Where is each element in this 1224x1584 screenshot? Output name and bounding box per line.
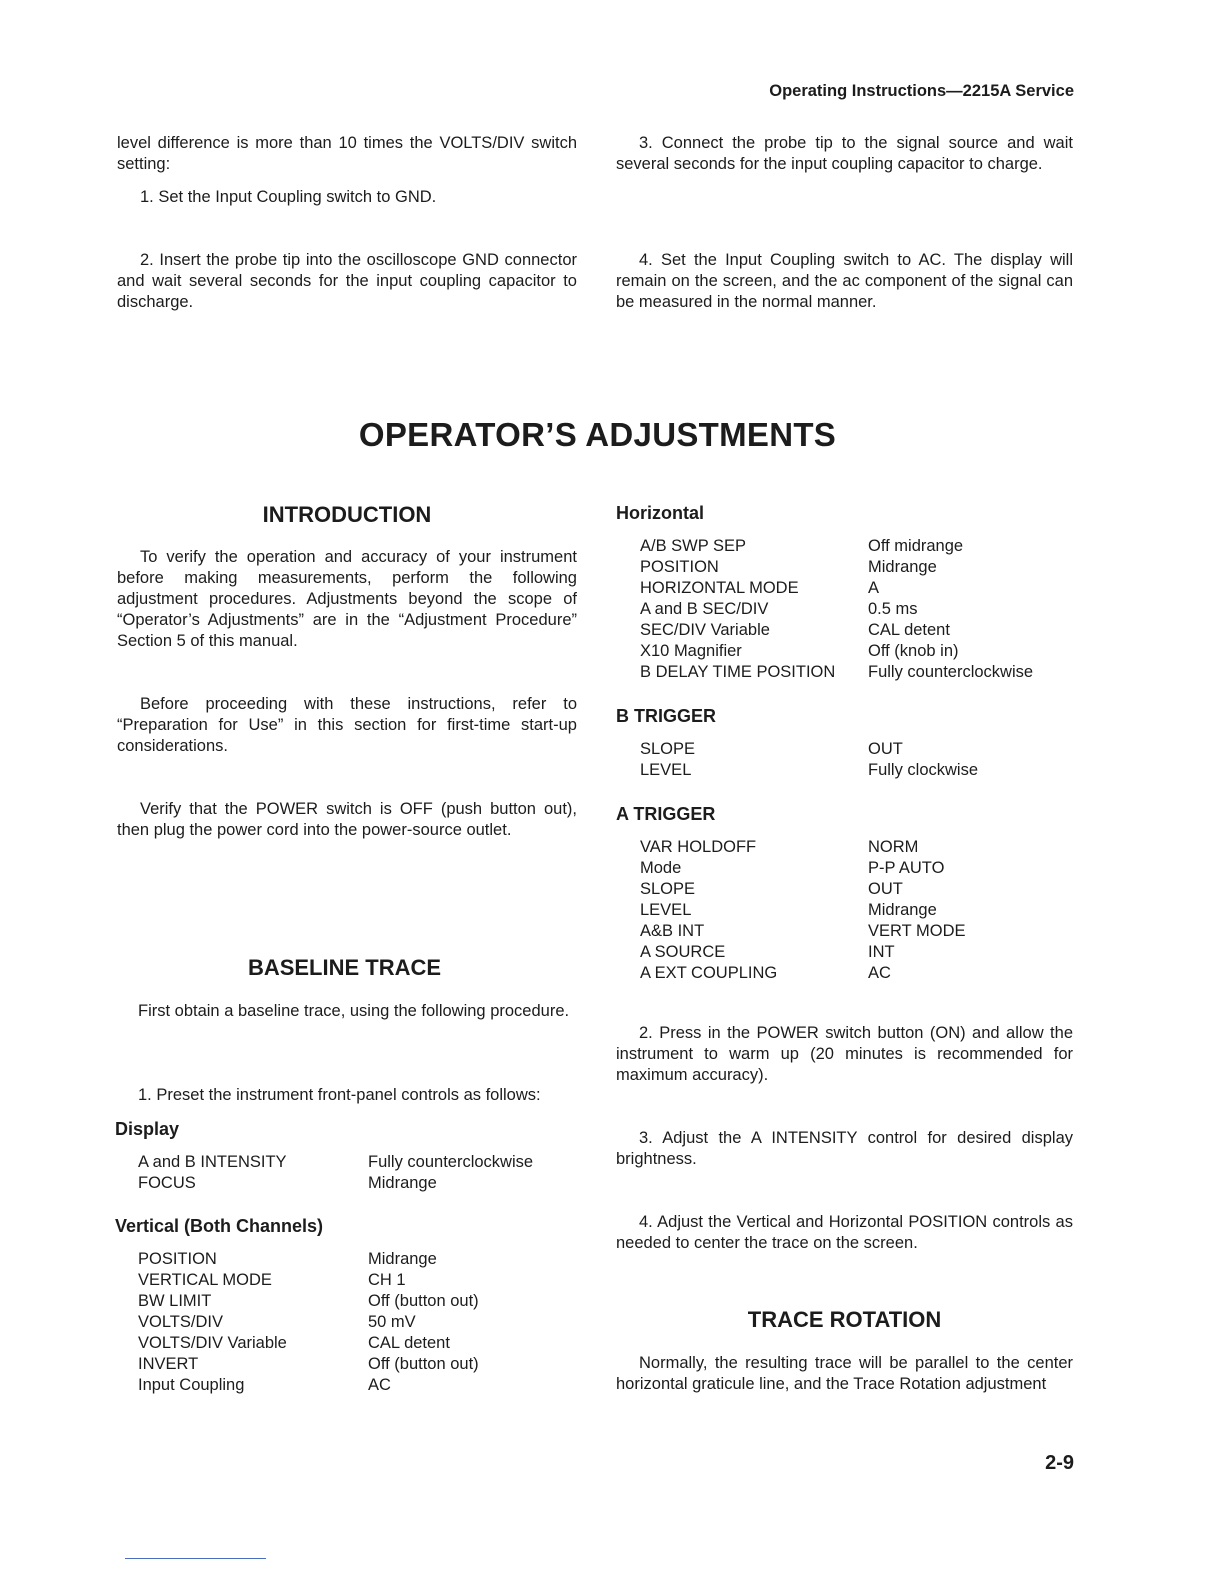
vertical-settings-table bbox=[138, 1249, 479, 1396]
control-name: X10 Magnifier bbox=[640, 642, 742, 660]
settings-row bbox=[138, 1333, 479, 1354]
control-name: SEC/DIV Variable bbox=[640, 621, 770, 639]
control-name: A/B SWP SEP bbox=[640, 537, 747, 555]
settings-row bbox=[640, 837, 966, 858]
control-name: SLOPE bbox=[640, 880, 696, 898]
baseline-trace-heading: BASELINE TRACE bbox=[247, 955, 442, 980]
settings-row bbox=[640, 662, 1033, 683]
introduction-paragraph-1: To verify the operation and accuracy of your instrument before making measurements, perform the following adjustment procedures. Adjustments beyond the scope of “Operator’s Adjustments” are in the “Adjustment Procedure” Section 5 of this manual. bbox=[117, 548, 577, 650]
control-name: SLOPE bbox=[640, 740, 696, 758]
control-setting: 50 mV bbox=[368, 1313, 416, 1331]
control-setting: Fully clockwise bbox=[868, 761, 979, 779]
settings-row bbox=[640, 858, 966, 879]
settings-row bbox=[640, 921, 966, 942]
settings-row bbox=[640, 620, 1033, 641]
settings-row bbox=[640, 641, 1033, 662]
settings-row bbox=[640, 879, 966, 900]
step-2-insert-probe: 2. Insert the probe tip into the oscilloscope GND connector and wait several seconds for the input coupling capacitor to discharge. bbox=[117, 251, 577, 311]
control-setting: P-P AUTO bbox=[868, 859, 945, 877]
introduction-paragraph-2: Before proceeding with these instructions, refer to “Preparation for Use” in this section for first-time start-up considerations. bbox=[117, 695, 577, 755]
page-number: 2-9 bbox=[1045, 1452, 1074, 1474]
control-setting: NORM bbox=[868, 838, 919, 856]
trace-rotation-heading: TRACE ROTATION bbox=[747, 1307, 942, 1332]
settings-row bbox=[640, 942, 966, 963]
control-name: HORIZONTAL MODE bbox=[640, 579, 799, 597]
b-trigger-heading: B TRIGGER bbox=[616, 706, 717, 726]
settings-row bbox=[138, 1312, 479, 1333]
b-trigger-settings-table bbox=[640, 739, 978, 781]
settings-row bbox=[138, 1270, 479, 1291]
control-setting: A bbox=[868, 579, 880, 597]
vertical-heading: Vertical (Both Channels) bbox=[115, 1216, 324, 1236]
control-setting: OUT bbox=[868, 740, 903, 758]
control-setting: Midrange bbox=[368, 1174, 437, 1192]
control-name: LEVEL bbox=[640, 901, 692, 919]
control-setting: Midrange bbox=[868, 558, 937, 576]
control-setting: Midrange bbox=[368, 1250, 437, 1268]
control-setting: Off (button out) bbox=[368, 1355, 479, 1373]
settings-row bbox=[138, 1375, 479, 1396]
control-name: INVERT bbox=[138, 1355, 199, 1373]
page-title: OPERATOR’S ADJUSTMENTS bbox=[358, 416, 837, 453]
continuation-paragraph: level difference is more than 10 times the VOLTS/DIV switch setting: bbox=[117, 134, 577, 173]
control-setting: Fully counterclockwise bbox=[368, 1153, 534, 1171]
control-name: B DELAY TIME POSITION bbox=[640, 663, 836, 681]
introduction-heading: INTRODUCTION bbox=[262, 502, 432, 527]
step-4-set-ac: 4. Set the Input Coupling switch to AC. The display will remain on the screen, and the ac component of the signal can be measured in the normal manner. bbox=[616, 251, 1073, 311]
control-setting: Off midrange bbox=[868, 537, 964, 555]
control-setting: Fully counterclockwise bbox=[868, 663, 1034, 681]
settings-row bbox=[138, 1173, 533, 1194]
control-setting: VERT MODE bbox=[868, 922, 966, 940]
running-header: Operating Instructions—2215A Service bbox=[769, 82, 1074, 100]
control-name: VERTICAL MODE bbox=[138, 1271, 272, 1289]
settings-row bbox=[640, 963, 966, 984]
control-name: Mode bbox=[640, 859, 682, 877]
horizontal-settings-table bbox=[640, 536, 1033, 683]
control-name: A and B INTENSITY bbox=[138, 1153, 287, 1171]
a-trigger-heading: A TRIGGER bbox=[616, 804, 716, 824]
settings-row bbox=[640, 578, 1033, 599]
control-setting: CAL detent bbox=[868, 621, 950, 639]
control-setting: Off (button out) bbox=[368, 1292, 479, 1310]
settings-row bbox=[640, 557, 1033, 578]
settings-row bbox=[640, 536, 1033, 557]
control-name: FOCUS bbox=[138, 1174, 196, 1192]
control-setting: Off (knob in) bbox=[868, 642, 959, 660]
control-setting: CAL detent bbox=[368, 1334, 450, 1352]
control-setting: 0.5 ms bbox=[868, 600, 918, 618]
control-setting: INT bbox=[868, 943, 895, 961]
introduction-paragraph-3: Verify that the POWER switch is OFF (push button out), then plug the power cord into the power-source outlet. bbox=[117, 800, 577, 839]
control-setting: OUT bbox=[868, 880, 903, 898]
control-setting: AC bbox=[868, 964, 891, 982]
control-name: Input Coupling bbox=[138, 1376, 245, 1394]
step-2-power-on: 2. Press in the POWER switch button (ON) and allow the instrument to warm up (20 minutes is recommended for maximum accuracy). bbox=[616, 1024, 1073, 1084]
display-settings-table bbox=[138, 1152, 533, 1194]
control-name: LEVEL bbox=[640, 761, 692, 779]
baseline-step-1: 1. Preset the instrument front-panel controls as follows: bbox=[138, 1086, 541, 1104]
settings-row bbox=[640, 599, 1033, 620]
step-1-gnd: 1. Set the Input Coupling switch to GND. bbox=[140, 188, 437, 206]
settings-row bbox=[640, 900, 966, 921]
baseline-paragraph: First obtain a baseline trace, using the following procedure. bbox=[138, 1002, 570, 1020]
control-setting: CH 1 bbox=[368, 1271, 406, 1289]
settings-row bbox=[640, 760, 978, 781]
a-trigger-settings-table bbox=[640, 837, 966, 984]
control-name: VOLTS/DIV Variable bbox=[138, 1334, 287, 1352]
settings-row bbox=[138, 1354, 479, 1375]
control-name: VOLTS/DIV bbox=[138, 1313, 223, 1331]
step-3-intensity: 3. Adjust the A INTENSITY control for desired display brightness. bbox=[616, 1129, 1073, 1168]
display-heading: Display bbox=[115, 1119, 180, 1139]
control-name: A SOURCE bbox=[640, 943, 726, 961]
control-name: POSITION bbox=[138, 1250, 217, 1268]
control-name: A&B INT bbox=[640, 922, 705, 940]
settings-row bbox=[138, 1291, 479, 1312]
horizontal-heading: Horizontal bbox=[616, 503, 704, 523]
settings-row bbox=[640, 739, 978, 760]
control-name: A and B SEC/DIV bbox=[640, 600, 769, 618]
trace-rotation-paragraph: Normally, the resulting trace will be parallel to the center horizontal graticule line, and the Trace Rotation adjustment bbox=[616, 1354, 1073, 1393]
footer-rule bbox=[125, 1558, 266, 1559]
control-name: A EXT COUPLING bbox=[640, 964, 778, 982]
control-name: VAR HOLDOFF bbox=[640, 838, 757, 856]
control-name: POSITION bbox=[640, 558, 719, 576]
control-setting: Midrange bbox=[868, 901, 937, 919]
control-setting: AC bbox=[368, 1376, 391, 1394]
control-name: BW LIMIT bbox=[138, 1292, 212, 1310]
step-3-connect-probe: 3. Connect the probe tip to the signal source and wait several seconds for the input coupling capacitor to charge. bbox=[616, 134, 1073, 173]
step-4-position: 4. Adjust the Vertical and Horizontal POSITION controls as needed to center the trace on the screen. bbox=[616, 1213, 1073, 1252]
settings-row bbox=[138, 1249, 479, 1270]
settings-row bbox=[138, 1152, 533, 1173]
